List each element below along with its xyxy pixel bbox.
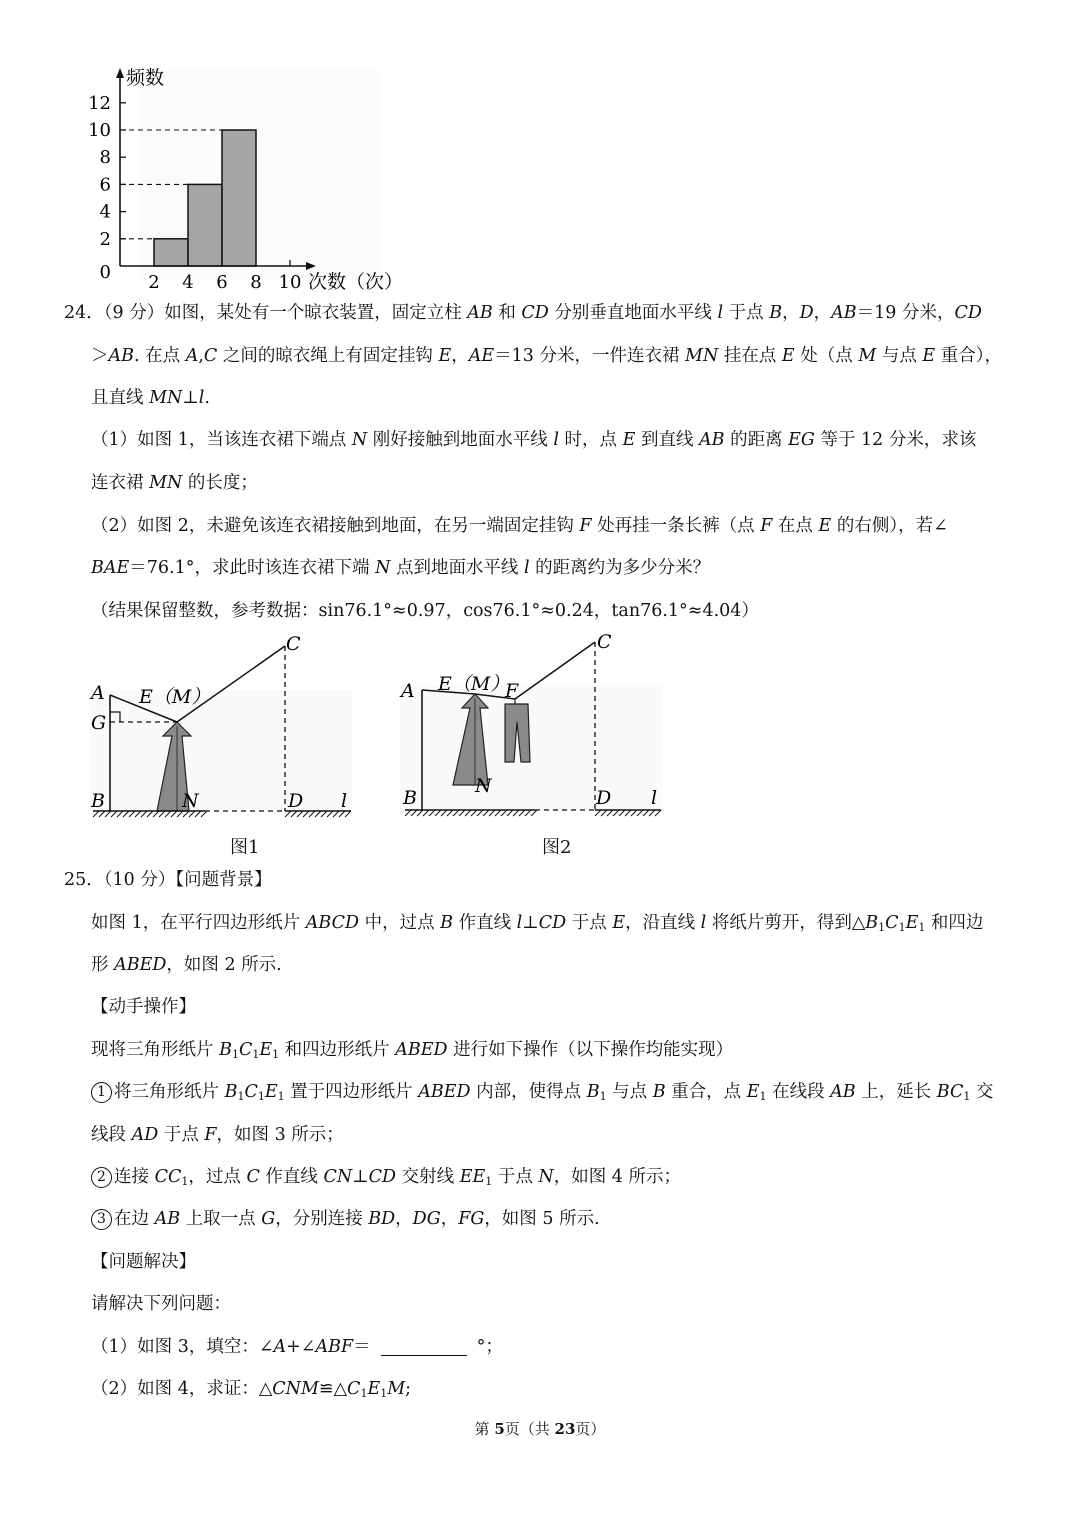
label-n: N (182, 790, 199, 812)
histogram-bar (154, 239, 188, 266)
hatch-stroke (405, 810, 411, 816)
solution-heading: 【问题解决】 (91, 1252, 196, 1272)
hatch-stroke (489, 810, 495, 816)
label-d: D (288, 790, 304, 812)
q25-background-line-1: 如图 1，在平行四边形纸片 ABCD 中，过点 B 作直线 l⊥CD 于点 E，沿直线 l 将纸片剪开，得到$\triangle B_1C_1E_1$ 和四边 (91, 913, 984, 934)
label-l: l (341, 790, 348, 812)
hatch-stroke (159, 811, 165, 817)
q25-background-line-2: 形 ABED，如图 2 所示. (91, 955, 282, 975)
figure-1 (85, 630, 360, 830)
label-em: E（M） (139, 686, 211, 708)
hatch-stroke (477, 810, 483, 816)
hatch-stroke (411, 810, 417, 816)
hatch-stroke (429, 810, 435, 816)
hatch-stroke (459, 810, 465, 816)
hatch-stroke (655, 810, 661, 816)
label-em: E（M） (438, 673, 510, 695)
figure-backdrop (90, 690, 352, 810)
hatch-stroke (447, 810, 453, 816)
figure-2 (395, 630, 670, 830)
hatch-stroke (507, 810, 513, 816)
hatch-stroke (483, 810, 489, 816)
y-tick-label: 2 (99, 228, 111, 250)
y-axis-arrow (116, 68, 124, 78)
label-c: C (597, 631, 612, 653)
label-d: D (596, 787, 612, 809)
hatch-stroke (613, 810, 619, 816)
figure-backdrop (400, 685, 662, 810)
figure-2-caption: 图2 (542, 837, 572, 858)
hatch-stroke (525, 810, 531, 816)
hatch-stroke (147, 811, 153, 817)
x-tick-label: 6 (216, 272, 228, 293)
sub-question-1: （1）如图 3，填空：∠A+∠ABF＝ °； (91, 1337, 503, 1357)
hatch-stroke (441, 810, 447, 816)
hatch-stroke (111, 811, 117, 817)
label-b: B (91, 790, 105, 812)
answer-blank[interactable] (381, 1337, 467, 1356)
hatch-stroke (625, 810, 631, 816)
histogram-bar (222, 130, 256, 266)
label-a: A (91, 682, 105, 704)
hatch-stroke (619, 810, 625, 816)
x-axis-label: 次数（次） (308, 271, 404, 293)
figure-1-caption: 图1 (230, 837, 260, 858)
hatch-stroke (141, 811, 147, 817)
hatch-stroke (309, 811, 315, 817)
label-n: N (475, 775, 492, 797)
q25-heading: 25．（10 分）【问题背景】 (64, 870, 272, 890)
ground-hatching (405, 810, 537, 816)
label-g: G (91, 712, 107, 734)
hatch-stroke (519, 810, 525, 816)
hatch-stroke (649, 810, 655, 816)
hatch-stroke (637, 810, 643, 816)
label-c: C (286, 633, 301, 655)
hatch-stroke (643, 810, 649, 816)
hatch-stroke (315, 811, 321, 817)
x-tick-label: 8 (250, 272, 262, 293)
solution-intro: 请解决下列问题： (91, 1294, 231, 1314)
hatch-stroke (321, 811, 327, 817)
hatch-stroke (333, 811, 339, 817)
x-tick-label: 2 (148, 272, 160, 293)
q24-part1-line-1: （1）如图 1，当该连衣裙下端点 N 刚好接触到地面水平线 l 时，点 E 到直线 AB 的距离 EG 等于 12 分米，求该 (91, 430, 977, 450)
hatch-stroke (465, 810, 471, 816)
label-a: A (401, 680, 415, 702)
hatch-stroke (105, 811, 111, 817)
step-2: 2 连接 $CC_1$，过点 C 作直线 CN⊥CD 交射线 $EE_1$ 于点 N，如图 4 所示； (0, 1165, 1080, 1194)
operation-intro: 现将三角形纸片 $B_1C_1E_1$ 和四边形纸片 ABED 进行如下操作（以下操作均能实现） (91, 1040, 734, 1061)
q24-line-1: 24．（9 分）如图，某处有一个晾衣装置，固定立柱 AB 和 CD 分别垂直地面水平线 l 于点 B，D，AB＝19 分米，CD (64, 303, 982, 323)
y-tick-label: 0 (99, 262, 111, 283)
label-f: F (505, 680, 519, 702)
step-3: 3 在边 AB 上取一点 G，分别连接 BD，DG，FG，如图 5 所示. (0, 1207, 1080, 1231)
operation-heading: 【动手操作】 (91, 997, 196, 1017)
x-tick-label: 10 (278, 272, 302, 293)
hatch-stroke (129, 811, 135, 817)
x-tick-label: 4 (182, 272, 194, 293)
hatch-stroke (135, 811, 141, 817)
q24-line-3: 且直线 MN⊥l. (91, 388, 210, 408)
ground-hatching-right (595, 810, 661, 816)
hatch-stroke (303, 811, 309, 817)
histogram-bar (188, 184, 222, 266)
hatch-stroke (153, 811, 159, 817)
hatch-stroke (471, 810, 477, 816)
hatch-stroke (601, 810, 607, 816)
hatch-stroke (423, 810, 429, 816)
y-tick-label: 8 (99, 147, 111, 169)
hatch-stroke (501, 810, 507, 816)
q24-reference-data: （结果保留整数，参考数据：sin76.1°≈0.97，cos76.1°≈0.24，tan76.1°≈4.04） (91, 601, 759, 621)
hatch-stroke (495, 810, 501, 816)
q24-part2-line-1: （2）如图 2，未避免该连衣裙接触到地面，在另一端固定挂钩 F 处再挂一条长裤（点 F 在点 E 的右侧），若∠ (91, 516, 948, 536)
y-axis-label: 频数 (126, 67, 165, 89)
hatch-stroke (417, 810, 423, 816)
label-l: l (651, 787, 658, 809)
hatch-stroke (513, 810, 519, 816)
sub-question-2: （2）如图 4，求证：$\triangle CNM≌\triangle C_1E_1M$; (91, 1379, 412, 1400)
hatch-stroke (453, 810, 459, 816)
hatch-stroke (631, 810, 637, 816)
hatch-stroke (531, 810, 537, 816)
y-tick-label: 4 (99, 201, 111, 223)
hatch-stroke (435, 810, 441, 816)
label-b: B (403, 787, 417, 809)
q24-part1-line-2: 连衣裙 MN 的长度； (91, 473, 258, 493)
hatch-stroke (595, 810, 601, 816)
hatch-stroke (201, 811, 207, 817)
y-tick-label: 6 (99, 174, 111, 196)
q24-part2-line-2: BAE＝76.1°，求此时该连衣裙下端 N 点到地面水平线 l 的距离约为多少分米？ (91, 558, 711, 578)
q24-line-2: ＞AB. 在点 A,C 之间的晾衣绳上有固定挂钩 E，AE＝13 分米，一件连衣裙 MN 挂在点 E 处（点 M 与点 E 重合）， (91, 346, 1002, 366)
hatch-stroke (607, 810, 613, 816)
hatch-stroke (327, 811, 333, 817)
hatch-stroke (171, 811, 177, 817)
page-footer: 第 5页（共 23页） (474, 1420, 606, 1438)
hatch-stroke (123, 811, 129, 817)
hatch-stroke (117, 811, 123, 817)
hatch-stroke (165, 811, 171, 817)
step-1-line-1: 1 将三角形纸片 $B_1C_1E_1$ 置于四边形纸片 ABED 内部，使得点 $B_1$ 与点 B 重合，点 $E_1$ 在线段 AB 上，延长 $BC_1$ 交 (0, 1080, 1080, 1109)
y-tick-label: 10 (88, 120, 111, 141)
y-tick-label: 12 (88, 92, 111, 114)
histogram-chart (80, 60, 410, 295)
step-1-line-2: 线段 AD 于点 F，如图 3 所示； (91, 1125, 344, 1145)
